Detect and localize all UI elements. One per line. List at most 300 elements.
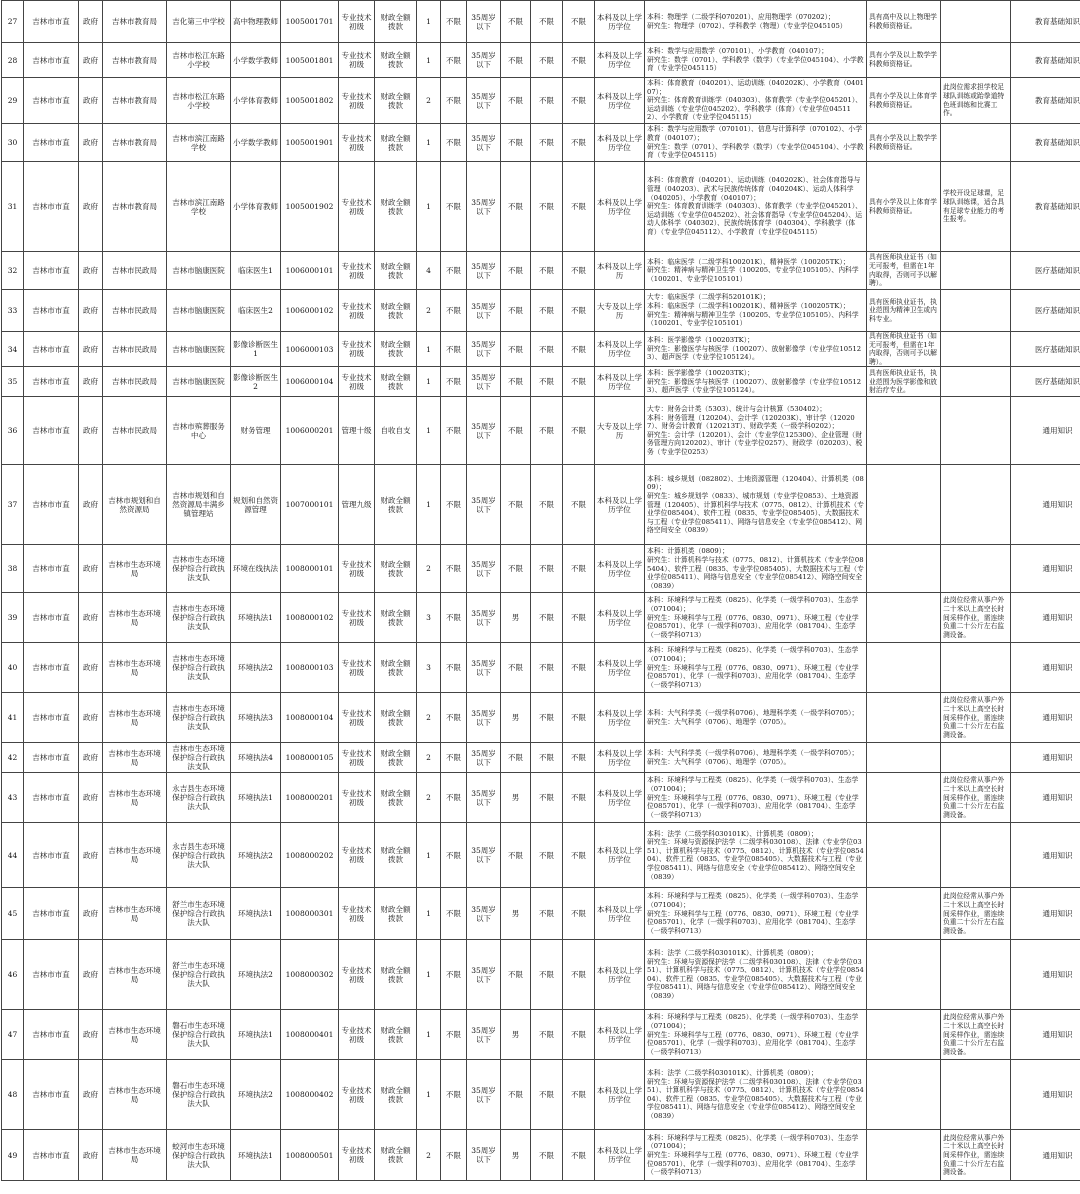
funding-type-cell: 财政全额拨款 [375, 1130, 417, 1181]
requirement-1-cell: 不限 [441, 888, 467, 940]
requirement-1-cell: 不限 [441, 124, 467, 162]
exam-subject-cell: 通用知识 [1011, 773, 1080, 823]
hiring-count-cell: 1 [417, 397, 441, 465]
funding-type-cell: 财政全额拨款 [375, 643, 417, 693]
table-row [2, 1, 1080, 43]
requirement-4-cell: 不限 [531, 78, 563, 124]
age-limit-cell: 35周岁以下 [467, 1, 501, 43]
hiring-count-cell: 4 [417, 252, 441, 290]
age-limit-cell: 35周岁以下 [467, 78, 501, 124]
position-name-cell: 环境执法3 [231, 693, 281, 743]
position-category-cell: 专业技术初级 [339, 593, 375, 643]
requirement-5-cell: 不限 [563, 43, 595, 78]
unit-kind-cell: 政府 [79, 162, 103, 252]
row-number-cell: 44 [2, 823, 24, 888]
position-name-cell: 小学数学教师 [231, 43, 281, 78]
age-limit-cell: 35周岁以下 [467, 693, 501, 743]
major-requirement-cell: 本科：数学与应用数学（070101）、信息与计算科学（070102）、小学教育（040107）； 研究生：数学（0701）、学科教学（数学）（专业学位045104）、小学教育（专业学位045115） [645, 124, 867, 162]
requirement-1-cell: 不限 [441, 593, 467, 643]
position-note-cell [941, 397, 1011, 465]
major-requirement-cell: 本科：法学（二级学科030101K）、计算机类（0809）； 研究生：环境与资源保护法学（二级学科030108）、法律（专业学位0351）、计算机科学与技术（0775、0812）、计算机技术（专业学位085404）、软件工程（0835、专业学位085405）、大数据技术与工程（专业学位085411）、网络与信息安全（专业学位085412）、网络空间安全（0839） [645, 1060, 867, 1130]
requirement-1-cell: 不限 [441, 1010, 467, 1060]
unit-level-cell: 吉林市市直 [24, 743, 79, 773]
education-requirement-cell: 本科及以上学历学位 [595, 1130, 645, 1181]
table-row [2, 823, 1080, 888]
employer-unit-cell: 吉林市脑康医院 [167, 332, 231, 367]
unit-level-cell: 吉林市市直 [24, 1060, 79, 1130]
department-cell: 吉林市规划和自然资源局 [103, 465, 167, 545]
funding-type-cell: 财政全额拨款 [375, 332, 417, 367]
other-requirement-cell: 具有医师执业证书（如无可报考，但需在1年内取得，否则可予以解聘）。 [867, 332, 941, 367]
requirement-1-cell: 不限 [441, 397, 467, 465]
gender-requirement-cell: 男 [501, 1010, 531, 1060]
department-cell: 吉林市生态环境局 [103, 693, 167, 743]
hiring-count-cell: 2 [417, 545, 441, 593]
unit-level-cell: 吉林市市直 [24, 367, 79, 397]
position-name-cell: 临床医生2 [231, 290, 281, 332]
employer-unit-cell: 吉林市规划和自然资源局丰满乡镇管理站 [167, 465, 231, 545]
position-name-cell: 环境执法4 [231, 743, 281, 773]
position-name-cell: 环境执法2 [231, 643, 281, 693]
hiring-count-cell: 1 [417, 888, 441, 940]
age-limit-cell: 35周岁以下 [467, 1060, 501, 1130]
hiring-count-cell: 2 [417, 773, 441, 823]
unit-kind-cell: 政府 [79, 78, 103, 124]
requirement-5-cell: 不限 [563, 124, 595, 162]
position-code-cell: 1008000301 [281, 888, 339, 940]
requirement-4-cell: 不限 [531, 693, 563, 743]
row-number-cell: 29 [2, 78, 24, 124]
employer-unit-cell: 舒兰市生态环境保护综合行政执法大队 [167, 888, 231, 940]
department-cell: 吉林市民政局 [103, 397, 167, 465]
age-limit-cell: 35周岁以下 [467, 1010, 501, 1060]
position-category-cell: 专业技术初级 [339, 1010, 375, 1060]
requirement-4-cell: 不限 [531, 43, 563, 78]
gender-requirement-cell: 男 [501, 593, 531, 643]
requirement-5-cell: 不限 [563, 290, 595, 332]
position-note-cell [941, 290, 1011, 332]
hiring-count-cell: 2 [417, 743, 441, 773]
employer-unit-cell: 吉林市脑康医院 [167, 290, 231, 332]
position-name-cell: 影像诊断医生2 [231, 367, 281, 397]
unit-kind-cell: 政府 [79, 888, 103, 940]
exam-subject-cell: 通用知识 [1011, 1010, 1080, 1060]
requirement-1-cell: 不限 [441, 693, 467, 743]
major-requirement-cell: 本科：体育教育（040201）、运动训练（040202K）、社会体育指导与管理（040203）、武术与民族传统体育（040204K）、运动人体科学（040205）、小学教育（040107）； 研究生：体育教育训练学（040303）、体育教学（专业学位045201）、运动训练（专业学位045202）、社会体育指导（专业学位045204）、运动人体科学（040302）、民族传统体育学（040304）、学科教学（体育）（专业学位045112）、小学教育（专业学位045115） [645, 162, 867, 252]
gender-requirement-cell: 不限 [501, 397, 531, 465]
age-limit-cell: 35周岁以下 [467, 367, 501, 397]
position-name-cell: 小学数学教师 [231, 124, 281, 162]
other-requirement-cell [867, 823, 941, 888]
unit-level-cell: 吉林市市直 [24, 1130, 79, 1181]
requirement-5-cell: 不限 [563, 823, 595, 888]
unit-kind-cell: 政府 [79, 545, 103, 593]
position-name-cell: 影像诊断医生1 [231, 332, 281, 367]
requirement-5-cell: 不限 [563, 1010, 595, 1060]
unit-kind-cell: 政府 [79, 367, 103, 397]
position-note-cell: 此岗位经常从事户外二十米以上高空长时间采样作业，需连续负重二十公斤左右监测设备。 [941, 1010, 1011, 1060]
education-requirement-cell: 本科及以上学历学位 [595, 743, 645, 773]
employer-unit-cell: 吉林市生态环境保护综合行政执法支队 [167, 593, 231, 643]
unit-level-cell: 吉林市市直 [24, 252, 79, 290]
unit-kind-cell: 政府 [79, 1130, 103, 1181]
requirement-4-cell: 不限 [531, 367, 563, 397]
age-limit-cell: 35周岁以下 [467, 465, 501, 545]
unit-level-cell: 吉林市市直 [24, 162, 79, 252]
major-requirement-cell: 本科：环境科学与工程类（0825）、化学类（一级学科0703）、生态学（071004）； 研究生：环境科学与工程（0776、0830、0971）、环境工程（专业学位085701）、化学（一级学科0703）、应用化学（081704）、生态学（一级学科0713） [645, 1010, 867, 1060]
education-requirement-cell: 本科及以上学历学位 [595, 545, 645, 593]
unit-kind-cell: 政府 [79, 290, 103, 332]
unit-level-cell: 吉林市市直 [24, 823, 79, 888]
gender-requirement-cell: 不限 [501, 940, 531, 1010]
exam-subject-cell: 通用知识 [1011, 643, 1080, 693]
department-cell: 吉林市生态环境局 [103, 1130, 167, 1181]
major-requirement-cell: 本科：物理学（二级学科070201）、应用物理学（070202）； 研究生：物理学（0702）、学科教学（物理）（专业学位045105） [645, 1, 867, 43]
education-requirement-cell: 本科及以上学历学位 [595, 643, 645, 693]
requirement-1-cell: 不限 [441, 465, 467, 545]
position-note-cell [941, 43, 1011, 78]
position-category-cell: 专业技术初级 [339, 643, 375, 693]
department-cell: 吉林市教育局 [103, 78, 167, 124]
requirement-5-cell: 不限 [563, 773, 595, 823]
other-requirement-cell [867, 593, 941, 643]
requirement-5-cell: 不限 [563, 643, 595, 693]
age-limit-cell: 35周岁以下 [467, 252, 501, 290]
funding-type-cell: 财政全额拨款 [375, 43, 417, 78]
position-name-cell: 小学体育教师 [231, 78, 281, 124]
hiring-count-cell: 2 [417, 290, 441, 332]
major-requirement-cell: 本科：环境科学与工程类（0825）、化学类（一级学科0703）、生态学（071004）； 研究生：环境科学与工程（0776、0830、0971）、环境工程（专业学位085701）、化学（一级学科0703）、应用化学（081704）、生态学（一级学科0713） [645, 593, 867, 643]
funding-type-cell: 财政全额拨款 [375, 593, 417, 643]
department-cell: 吉林市生态环境局 [103, 823, 167, 888]
age-limit-cell: 35周岁以下 [467, 290, 501, 332]
requirement-4-cell: 不限 [531, 593, 563, 643]
employer-unit-cell: 吉林市殡葬服务中心 [167, 397, 231, 465]
major-requirement-cell: 本科：环境科学与工程类（0825）、化学类（一级学科0703）、生态学（071004）； 研究生：环境科学与工程（0776、0830、0971）、环境工程（专业学位085701）、化学（一级学科0703）、应用化学（081704）、生态学（一级学科0713） [645, 773, 867, 823]
unit-kind-cell: 政府 [79, 1060, 103, 1130]
position-category-cell: 专业技术初级 [339, 290, 375, 332]
exam-subject-cell: 通用知识 [1011, 940, 1080, 1010]
requirement-5-cell: 不限 [563, 693, 595, 743]
unit-level-cell: 吉林市市直 [24, 545, 79, 593]
position-name-cell: 高中物理教师 [231, 1, 281, 43]
major-requirement-cell: 本科：城乡规划（082802）、土地资源管理（120404）、计算机类（0809）； 研究生：城乡规划学（0833）、城市规划（专业学位0853）、土地资源管理（120405）、计算机科学与技术（0775、0812）、计算机技术（专业学位085404）、软件工程（0835、专业学位085405）、大数据技术与工程（专业学位085411）、网络与信息安全（专业学位085412）、网络空间安全（0839） [645, 465, 867, 545]
unit-kind-cell: 政府 [79, 940, 103, 1010]
funding-type-cell: 财政全额拨款 [375, 252, 417, 290]
employer-unit-cell: 吉化第三中学校 [167, 1, 231, 43]
position-category-cell: 专业技术初级 [339, 940, 375, 1010]
hiring-count-cell: 2 [417, 693, 441, 743]
position-category-cell: 专业技术初级 [339, 367, 375, 397]
department-cell: 吉林市民政局 [103, 332, 167, 367]
requirement-4-cell: 不限 [531, 252, 563, 290]
other-requirement-cell [867, 643, 941, 693]
position-code-cell: 1006000103 [281, 332, 339, 367]
age-limit-cell: 35周岁以下 [467, 593, 501, 643]
funding-type-cell: 财政全额拨款 [375, 367, 417, 397]
requirement-4-cell: 不限 [531, 1060, 563, 1130]
position-note-cell [941, 332, 1011, 367]
exam-subject-cell: 通用知识 [1011, 743, 1080, 773]
age-limit-cell: 35周岁以下 [467, 1130, 501, 1181]
position-category-cell: 专业技术初级 [339, 823, 375, 888]
employer-unit-cell: 吉林市松江东路小学校 [167, 78, 231, 124]
funding-type-cell: 财政全额拨款 [375, 940, 417, 1010]
unit-level-cell: 吉林市市直 [24, 693, 79, 743]
table-row [2, 1060, 1080, 1130]
unit-level-cell: 吉林市市直 [24, 1010, 79, 1060]
position-name-cell: 环境执法2 [231, 940, 281, 1010]
education-requirement-cell: 本科及以上学历学位 [595, 1010, 645, 1060]
row-number-cell: 28 [2, 43, 24, 78]
requirement-4-cell: 不限 [531, 1130, 563, 1181]
department-cell: 吉林市教育局 [103, 162, 167, 252]
gender-requirement-cell: 不限 [501, 290, 531, 332]
unit-kind-cell: 政府 [79, 743, 103, 773]
row-number-cell: 47 [2, 1010, 24, 1060]
requirement-4-cell: 不限 [531, 465, 563, 545]
requirement-5-cell: 不限 [563, 1060, 595, 1130]
position-code-cell: 1008000102 [281, 593, 339, 643]
education-requirement-cell: 本科及以上学历学位 [595, 332, 645, 367]
requirement-4-cell: 不限 [531, 823, 563, 888]
exam-subject-cell: 医疗基础知识 [1011, 332, 1080, 367]
position-code-cell: 1005001701 [281, 1, 339, 43]
hiring-count-cell: 1 [417, 1060, 441, 1130]
table-row [2, 43, 1080, 78]
table-row [2, 1010, 1080, 1060]
position-category-cell: 专业技术初级 [339, 545, 375, 593]
position-code-cell: 1006000104 [281, 367, 339, 397]
position-note-cell: 此岗位经常从事户外二十米以上高空长时间采样作业，需连续负重二十公斤左右监测设备。 [941, 773, 1011, 823]
exam-subject-cell: 通用知识 [1011, 1060, 1080, 1130]
unit-kind-cell: 政府 [79, 593, 103, 643]
exam-subject-cell: 教育基础知识 [1011, 1, 1080, 43]
row-number-cell: 49 [2, 1130, 24, 1181]
position-note-cell [941, 823, 1011, 888]
requirement-1-cell: 不限 [441, 332, 467, 367]
education-requirement-cell: 本科及以上学历学位 [595, 465, 645, 545]
unit-kind-cell: 政府 [79, 693, 103, 743]
unit-kind-cell: 政府 [79, 124, 103, 162]
gender-requirement-cell: 男 [501, 1130, 531, 1181]
exam-subject-cell: 通用知识 [1011, 465, 1080, 545]
position-note-cell: 此岗位经常从事户外二十米以上高空长时间采样作业，需连续负重二十公斤左右监测设备。 [941, 693, 1011, 743]
exam-subject-cell: 通用知识 [1011, 397, 1080, 465]
requirement-1-cell: 不限 [441, 290, 467, 332]
gender-requirement-cell: 不限 [501, 43, 531, 78]
position-category-cell: 专业技术初级 [339, 332, 375, 367]
requirement-4-cell: 不限 [531, 940, 563, 1010]
position-category-cell: 专业技术初级 [339, 1, 375, 43]
row-number-cell: 35 [2, 367, 24, 397]
education-requirement-cell: 本科及以上学历学位 [595, 593, 645, 643]
table-row [2, 743, 1080, 773]
age-limit-cell: 35周岁以下 [467, 545, 501, 593]
table-row [2, 397, 1080, 465]
exam-subject-cell: 医疗基础知识 [1011, 252, 1080, 290]
unit-kind-cell: 政府 [79, 252, 103, 290]
hiring-count-cell: 3 [417, 643, 441, 693]
gender-requirement-cell: 不限 [501, 545, 531, 593]
unit-level-cell: 吉林市市直 [24, 773, 79, 823]
position-category-cell: 专业技术初级 [339, 773, 375, 823]
funding-type-cell: 财政全额拨款 [375, 823, 417, 888]
education-requirement-cell: 本科及以上学历学位 [595, 773, 645, 823]
major-requirement-cell: 本科：医学影像学（100203TK）； 研究生：影像医学与核医学（100207）、放射影像学（专业学位105123）、超声医学（专业学位105124）。 [645, 332, 867, 367]
position-note-cell [941, 367, 1011, 397]
requirement-5-cell: 不限 [563, 367, 595, 397]
gender-requirement-cell: 不限 [501, 162, 531, 252]
gender-requirement-cell: 不限 [501, 332, 531, 367]
gender-requirement-cell: 不限 [501, 252, 531, 290]
position-category-cell: 专业技术初级 [339, 888, 375, 940]
requirement-4-cell: 不限 [531, 332, 563, 367]
table-row [2, 252, 1080, 290]
major-requirement-cell: 本科：大气科学类（一级学科0706）、地理科学类（一级学科0705）； 研究生：大气科学（0706）、地理学（0705）。 [645, 743, 867, 773]
gender-requirement-cell: 不限 [501, 78, 531, 124]
position-note-cell [941, 743, 1011, 773]
position-note-cell [941, 252, 1011, 290]
department-cell: 吉林市民政局 [103, 367, 167, 397]
requirement-5-cell: 不限 [563, 397, 595, 465]
gender-requirement-cell: 男 [501, 773, 531, 823]
table-body [2, 1, 1080, 1181]
position-note-cell: 此岗位需求担学校足球队训练或跆拳道特色班训练和比赛工作。 [941, 78, 1011, 124]
funding-type-cell: 财政全额拨款 [375, 1010, 417, 1060]
position-code-cell: 1008000202 [281, 823, 339, 888]
unit-level-cell: 吉林市市直 [24, 124, 79, 162]
position-note-cell [941, 465, 1011, 545]
position-name-cell: 临床医生1 [231, 252, 281, 290]
unit-kind-cell: 政府 [79, 397, 103, 465]
funding-type-cell: 财政全额拨款 [375, 162, 417, 252]
position-code-cell: 1005001902 [281, 162, 339, 252]
requirement-1-cell: 不限 [441, 823, 467, 888]
hiring-count-cell: 1 [417, 1, 441, 43]
position-name-cell: 环境在线执法 [231, 545, 281, 593]
major-requirement-cell: 本科：法学（二级学科030101K）、计算机类（0809）； 研究生：环境与资源保护法学（二级学科030108）、法律（专业学位0351）、计算机科学与技术（0775、0812）、计算机技术（专业学位085404）、软件工程（0835、专业学位085405）、大数据技术与工程（专业学位085411）、网络与信息安全（专业学位085412）、网络空间安全（0839） [645, 823, 867, 888]
exam-subject-cell: 医疗基础知识 [1011, 290, 1080, 332]
exam-subject-cell: 通用知识 [1011, 545, 1080, 593]
unit-kind-cell: 政府 [79, 1, 103, 43]
hiring-count-cell: 1 [417, 823, 441, 888]
position-code-cell: 1005001901 [281, 124, 339, 162]
table-row [2, 290, 1080, 332]
gender-requirement-cell: 不限 [501, 643, 531, 693]
department-cell: 吉林市生态环境局 [103, 1010, 167, 1060]
other-requirement-cell: 具有小学及以上体育学科教师资格证。 [867, 78, 941, 124]
employer-unit-cell: 吉林市脑康医院 [167, 367, 231, 397]
position-name-cell: 环境执法2 [231, 1060, 281, 1130]
other-requirement-cell [867, 465, 941, 545]
major-requirement-cell: 本科：大气科学类（一级学科0706）、地理科学类（一级学科0705）； 研究生：大气科学（0706）、地理学（0705）。 [645, 693, 867, 743]
position-name-cell: 环境执法2 [231, 823, 281, 888]
position-category-cell: 管理十级 [339, 397, 375, 465]
employer-unit-cell: 永吉县生态环境保护综合行政执法大队 [167, 823, 231, 888]
requirement-1-cell: 不限 [441, 643, 467, 693]
position-category-cell: 专业技术初级 [339, 124, 375, 162]
funding-type-cell: 财政全额拨款 [375, 124, 417, 162]
hiring-count-cell: 1 [417, 332, 441, 367]
employer-unit-cell: 吉林市松江东路小学校 [167, 43, 231, 78]
requirement-4-cell: 不限 [531, 162, 563, 252]
funding-type-cell: 财政全额拨款 [375, 78, 417, 124]
table-row [2, 1130, 1080, 1181]
position-note-cell [941, 940, 1011, 1010]
other-requirement-cell [867, 888, 941, 940]
hiring-count-cell: 1 [417, 124, 441, 162]
position-category-cell: 专业技术初级 [339, 1060, 375, 1130]
requirement-4-cell: 不限 [531, 545, 563, 593]
requirement-1-cell: 不限 [441, 367, 467, 397]
other-requirement-cell [867, 693, 941, 743]
other-requirement-cell: 具有小学及以上数学学科教师资格证。 [867, 124, 941, 162]
unit-level-cell: 吉林市市直 [24, 397, 79, 465]
major-requirement-cell: 本科：临床医学（二级学科100201K）、精神医学（100205TK）； 研究生：精神病与精神卫生学（100205、专业学位105105）、内科学（100201、专业学位105101） [645, 252, 867, 290]
major-requirement-cell: 大专：临床医学（二级学科520101K）； 本科：临床医学（二级学科100201K）、精神医学（100205TK）； 研究生：精神病与精神卫生学（100205、专业学位105105）、内科学（100201、专业学位105101） [645, 290, 867, 332]
requirement-1-cell: 不限 [441, 43, 467, 78]
position-note-cell [941, 124, 1011, 162]
requirement-5-cell: 不限 [563, 1, 595, 43]
other-requirement-cell [867, 1010, 941, 1060]
education-requirement-cell: 本科及以上学历 [595, 252, 645, 290]
hiring-count-cell: 1 [417, 1010, 441, 1060]
position-note-cell [941, 1, 1011, 43]
requirement-4-cell: 不限 [531, 1, 563, 43]
position-code-cell: 1008000402 [281, 1060, 339, 1130]
table-row [2, 940, 1080, 1010]
position-name-cell: 财务管理 [231, 397, 281, 465]
requirement-1-cell: 不限 [441, 1130, 467, 1181]
department-cell: 吉林市生态环境局 [103, 545, 167, 593]
employer-unit-cell: 吉林市生态环境保护综合行政执法支队 [167, 545, 231, 593]
unit-level-cell: 吉林市市直 [24, 643, 79, 693]
employer-unit-cell: 吉林市生态环境保护综合行政执法支队 [167, 693, 231, 743]
row-number-cell: 41 [2, 693, 24, 743]
requirement-1-cell: 不限 [441, 545, 467, 593]
age-limit-cell: 35周岁以下 [467, 773, 501, 823]
major-requirement-cell: 本科：计算机类（0809）； 研究生：计算机科学与技术（0775、0812）、计算机技术（专业学位085404）、软件工程（0835、专业学位085405）、大数据技术与工程（专业学位085411）、网络与信息安全（专业学位085412）、网络空间安全（0839） [645, 545, 867, 593]
position-note-cell: 此岗位经常从事户外二十米以上高空长时间采样作业，需连续负重二十公斤左右监测设备。 [941, 888, 1011, 940]
table-row [2, 124, 1080, 162]
education-requirement-cell: 本科及以上学历学位 [595, 367, 645, 397]
exam-subject-cell: 教育基础知识 [1011, 43, 1080, 78]
position-code-cell: 1007000101 [281, 465, 339, 545]
position-name-cell: 环境执法1 [231, 593, 281, 643]
employer-unit-cell: 永吉县生态环境保护综合行政执法大队 [167, 773, 231, 823]
position-note-cell: 此岗位经常从事户外二十米以上高空长时间采样作业，需连续负重二十公斤左右监测设备。 [941, 593, 1011, 643]
position-name-cell: 环境执法1 [231, 1010, 281, 1060]
requirement-5-cell: 不限 [563, 1130, 595, 1181]
major-requirement-cell: 本科：环境科学与工程类（0825）、化学类（一级学科0703）、生态学（071004）； 研究生：环境科学与工程（0776、0830、0971）、环境工程（专业学位085701）、化学（一级学科0703）、应用化学（081704）、生态学（一级学科0713） [645, 1130, 867, 1181]
table-row [2, 773, 1080, 823]
row-number-cell: 43 [2, 773, 24, 823]
position-code-cell: 1008000401 [281, 1010, 339, 1060]
other-requirement-cell [867, 545, 941, 593]
table-row [2, 545, 1080, 593]
position-name-cell: 小学体育教师 [231, 162, 281, 252]
education-requirement-cell: 大专及以上学历 [595, 397, 645, 465]
position-category-cell: 专业技术初级 [339, 162, 375, 252]
position-code-cell: 1008000104 [281, 693, 339, 743]
requirement-1-cell: 不限 [441, 773, 467, 823]
requirement-1-cell: 不限 [441, 252, 467, 290]
department-cell: 吉林市生态环境局 [103, 888, 167, 940]
position-note-cell [941, 545, 1011, 593]
position-code-cell: 1006000101 [281, 252, 339, 290]
hiring-count-cell: 1 [417, 367, 441, 397]
